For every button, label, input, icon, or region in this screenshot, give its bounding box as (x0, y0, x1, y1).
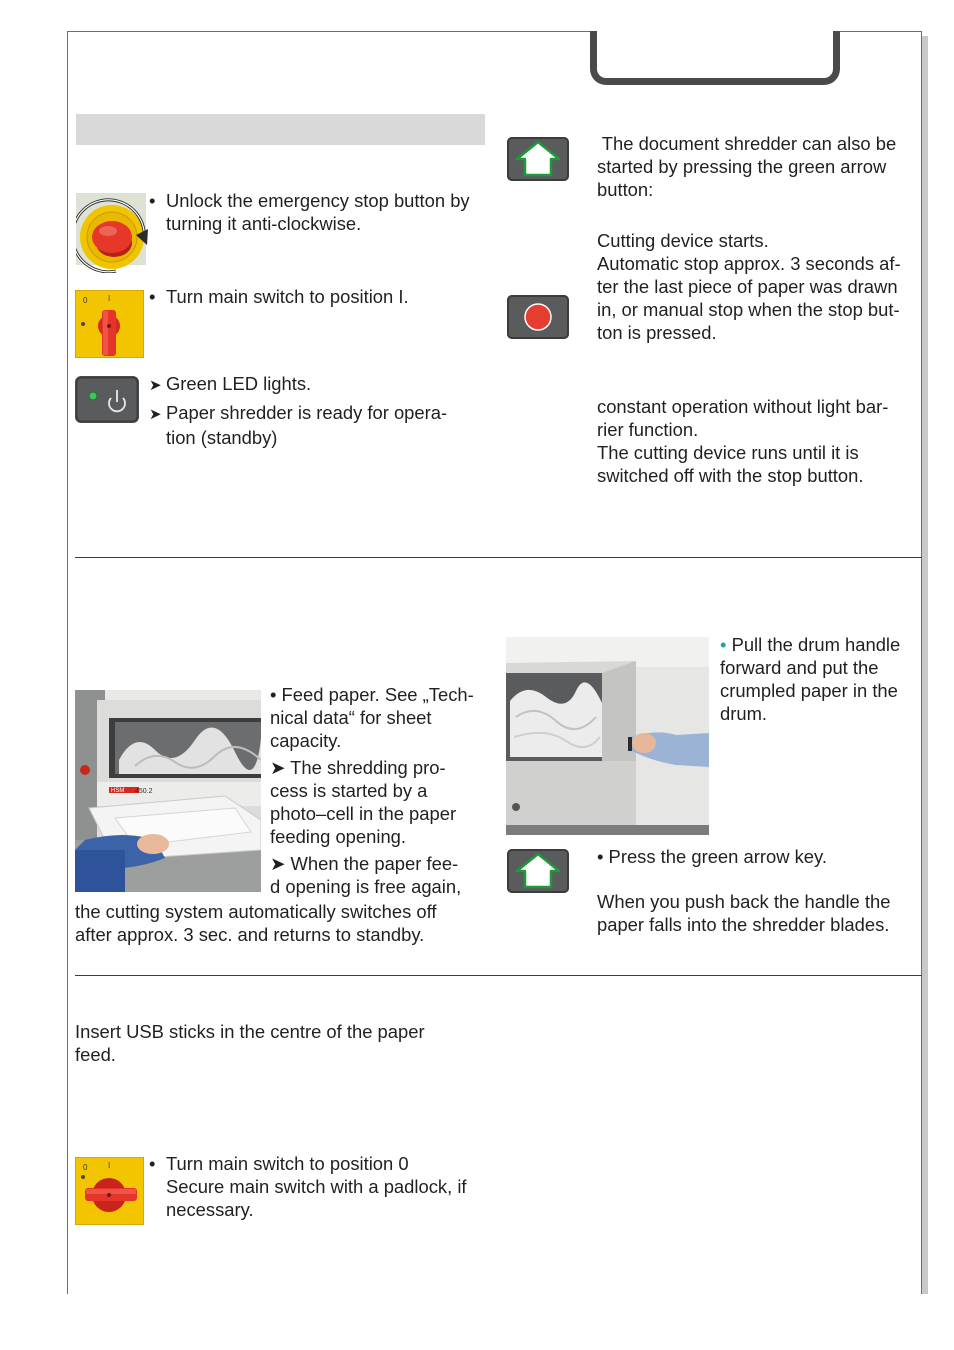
switch-instruction: Turn main switch to position I. (166, 286, 409, 307)
switch-label-0: 0 (83, 1163, 88, 1172)
led-instruction (149, 372, 447, 449)
up-arrow-icon (507, 849, 569, 893)
stop-circle-icon (507, 295, 569, 339)
emergency-stop-icon (76, 193, 148, 273)
page-shadow (922, 36, 928, 1294)
text-line: feeding opening. (270, 826, 407, 847)
drum-photo (506, 637, 709, 835)
stop-button (507, 295, 569, 339)
text-line: after approx. 3 sec. and returns to standby. (75, 924, 425, 945)
text-line: forward and put the (720, 657, 879, 678)
text-line: The cutting device runs until it is (597, 442, 859, 463)
text-line: ➤ Green LED lights. (149, 372, 447, 397)
standby-panel-icon (75, 376, 139, 423)
green-arrow-button (507, 137, 569, 181)
text-line: • Pull the drum handle (720, 634, 901, 655)
feed-paper-photo (75, 690, 261, 892)
text-line: cess is started by a (270, 780, 428, 801)
text-line: ➤ Paper shredder is ready for opera- (149, 401, 447, 426)
bullet: • (149, 1153, 156, 1174)
text-line: switched off with the stop button. (597, 465, 864, 486)
arrow-icon: ➤ (149, 377, 162, 394)
text-line: ter the last piece of paper was drawn (597, 276, 898, 297)
text-line: photo–cell in the paper (270, 803, 457, 824)
unlock-instruction (166, 189, 470, 235)
text-line: started by pressing the green arrow (597, 156, 887, 177)
switch-label-i: I (108, 294, 111, 303)
main-switch-on-icon (75, 290, 144, 358)
switch-label-0: 0 (83, 296, 88, 305)
section-heading-bar (76, 114, 485, 145)
text-line: • Feed paper. See „Tech- (270, 684, 474, 705)
brand-label: HSM (111, 788, 125, 794)
arrow-icon: ➤ (149, 406, 162, 423)
text-line: in, or manual stop when the stop but- (597, 299, 900, 320)
text-line: paper falls into the shredder blades. (597, 914, 890, 935)
chapter-tab (590, 31, 840, 85)
text-line: Insert USB sticks in the centre of the paper (75, 1021, 425, 1042)
text-line: Unlock the emergency stop button by (166, 190, 470, 211)
text-line: ➤ The shredding pro- (270, 757, 446, 778)
text-line: crumpled paper in the (720, 680, 898, 701)
text-line: the cutting system automatically switches off (75, 901, 437, 922)
switch-off-instruction (166, 1152, 467, 1221)
press-green-key-text: • Press the green arrow key. (597, 846, 827, 867)
text-line: ton is pressed. (597, 322, 717, 343)
start-instruction (597, 132, 896, 201)
text-line: Automatic stop approx. 3 seconds af- (597, 253, 901, 274)
model-label: 450.2 (135, 788, 153, 795)
usb-instruction (75, 1020, 425, 1066)
text-line: nical data“ for sheet (270, 707, 432, 728)
text-line: capacity. (270, 730, 342, 751)
cutting-description (597, 229, 901, 344)
main-switch-off-icon (75, 1157, 144, 1225)
constant-operation-text (597, 395, 888, 487)
text-line: constant operation without light bar- (597, 396, 889, 417)
text-line: turning it anti-clockwise. (166, 213, 362, 234)
text-line: button: (597, 179, 654, 200)
text-line: Secure main switch with a padlock, if (166, 1176, 467, 1197)
text-line: d opening is free again, (270, 876, 462, 897)
text-line: feed. (75, 1044, 116, 1065)
text-line: Cutting device starts. (597, 230, 769, 251)
section-divider-1 (75, 557, 922, 558)
up-arrow-icon (507, 137, 569, 181)
handle-description (597, 890, 890, 936)
drum-instruction (720, 633, 900, 725)
feed-paper-text (270, 683, 474, 898)
teal-bullet: • (720, 634, 727, 655)
bullet: • (149, 190, 156, 211)
green-arrow-key (507, 849, 569, 893)
feed-paper-continued (75, 900, 437, 946)
text-line: tion (standby) (166, 427, 278, 448)
switch-label-i: I (108, 1161, 111, 1170)
text-line: rier function. (597, 419, 699, 440)
text-line: Turn main switch to position 0 (166, 1153, 409, 1174)
text-line: drum. (720, 703, 768, 724)
text-line: necessary. (166, 1199, 254, 1220)
bullet: • (149, 286, 156, 307)
text-line: The document shredder can also be (597, 133, 897, 154)
text-line: ➤ When the paper fee- (270, 853, 459, 874)
section-divider-2 (75, 975, 922, 976)
text-line: When you push back the handle the (597, 891, 891, 912)
